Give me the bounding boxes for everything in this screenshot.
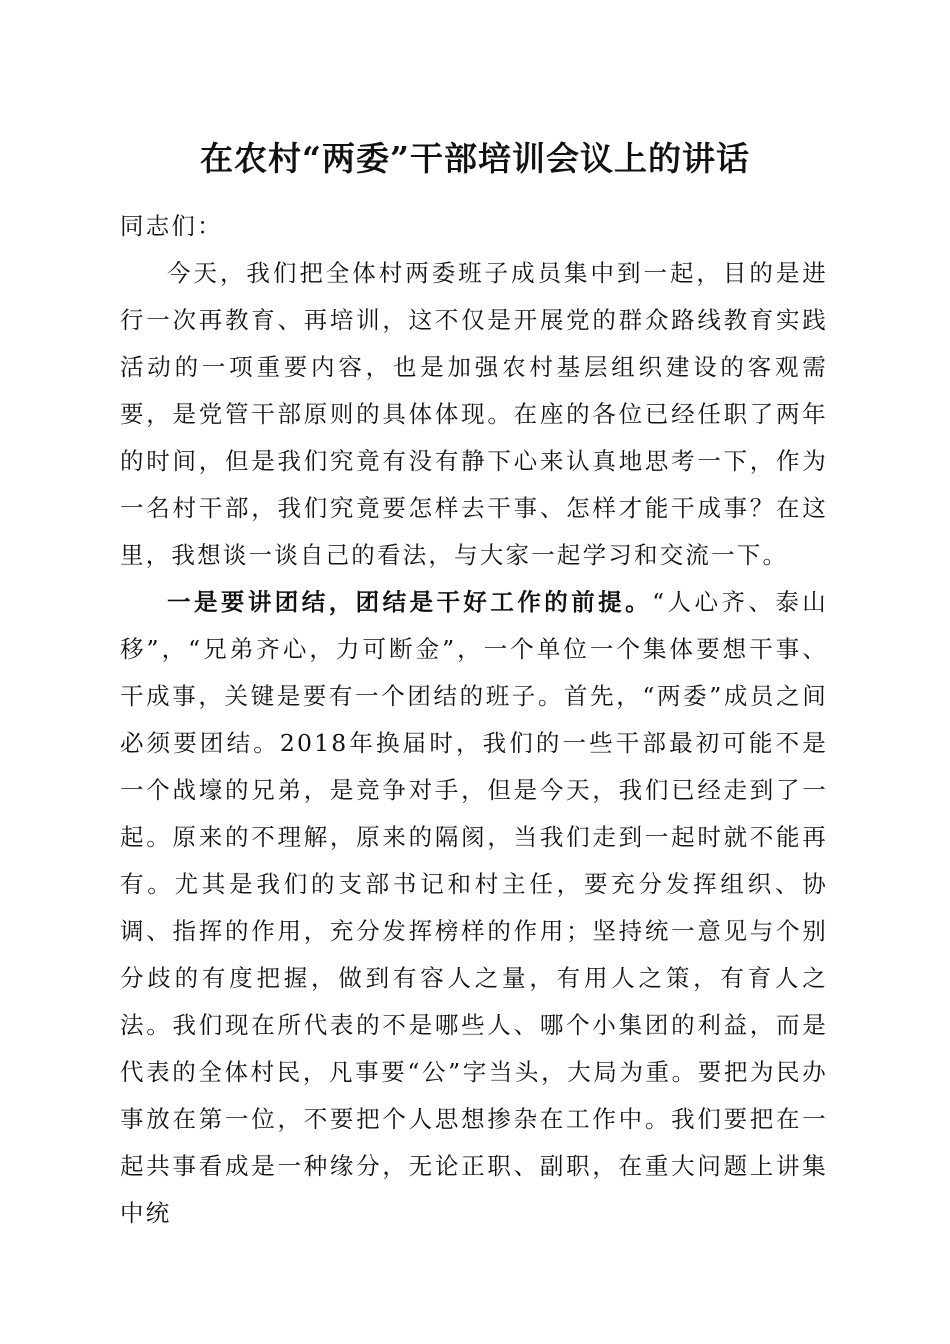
salutation: 同志们： [120,212,223,240]
document-title: 在农村“两委”干部培训会议上的讲话 [200,139,750,178]
paragraph-lead-sentence: 一是要讲团结，团结是干好工作的前提。 [167,588,653,616]
document-body [120,203,828,1237]
paragraph-opening [120,250,828,579]
paragraph-unity [120,579,828,1237]
paragraph-text: 今天，我们把全体村两委班子成员集中到一起，目的是进行一次再教育、再培训，这不仅是开展党的群众路线教育实践活动的一项重要内容，也是加强农村基层组织建设的客观需要，是党管干部原则的具体体现。在座的各位已经任职了两年的时间，但是我们究竟有没有静下心来认真地思考一下，作为一名村干部，我们究竟要怎样去干事、怎样才能干成事？在这里，我想谈一谈自己的看法，与大家一起学习和交流一下。 [120,259,828,569]
paragraph-text: “人心齐、泰山移”，“兄弟齐心，力可断金”，一个单位一个集体要想干事、干成事，关键是要有一个团结的班子。首先，“两委”成员之间必须要团结。2018年换届时，我们的一些干部最初可能不是一个战壕的兄弟，是竞争对手，但是今天，我们已经走到了一起。原来的不理解，原来的隔阂，当我们走到一起时就不能再有。尤其是我们的支部书记和村主任，要充分发挥组织、协调、指挥的作用，充分发挥榜样的作用；坚持统一意见与个别分歧的有度把握，做到有容人之量，有用人之策，有育人之法。我们现在所代表的不是哪些人、哪个小集团的利益，而是代表的全体村民，凡事要“公”字当头，大局为重。要把为民办事放在第一位，不要把个人思想掺杂在工作中。我们要把在一起共事看成是一种缘分，无论正职、副职，在重大问题上讲集中统 [120,588,828,1227]
